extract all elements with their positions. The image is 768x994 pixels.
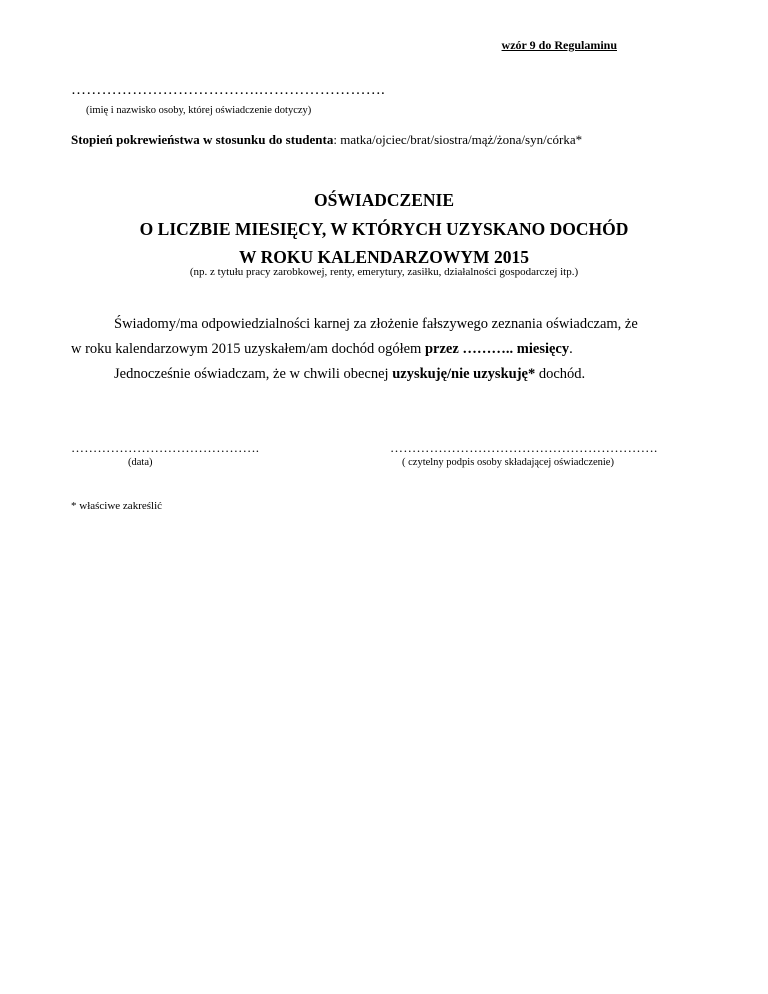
name-dotted-line: ……………………………….……………………. [71, 82, 386, 98]
document-subtitle: (np. z tytułu pracy zarobkowej, renty, emerytury, zasiłku, działalności gospodarczej itp.) [189, 266, 579, 278]
relation-separator: : [333, 132, 337, 147]
document-title-line3: W ROKU KALENDARZOWYM 2015 [239, 247, 529, 267]
signature-dotted-line: ……………………………………………………. [390, 440, 658, 455]
statement-line-2-suffix: . [569, 341, 573, 357]
document-title-line2: O LICZBIE MIESIĘCY, W KTÓRYCH UZYSKANO DOCHÓD [139, 219, 629, 239]
signature-caption: ( czytelny podpis osoby składającej oświadczenie) [402, 457, 614, 468]
date-dotted-line: ……………………………………. [71, 440, 260, 455]
income-status-choice: uzyskuję/nie uzyskuję* [392, 366, 536, 382]
statement-line-3 [114, 366, 585, 383]
statement-line-2 [71, 341, 573, 358]
document-title: OŚWIADCZENIE [313, 190, 455, 210]
statement-line-3-prefix: Jednocześnie oświadczam, że w chwili obecnej [114, 366, 393, 382]
relation-line [71, 132, 582, 148]
statement-line-3-suffix: dochód. [535, 366, 586, 382]
form-reference: wzór 9 do Regulaminu [501, 38, 617, 52]
name-caption: (imię i nazwisko osoby, której oświadczenie dotyczy) [86, 105, 312, 116]
statement-line-2-prefix: w roku kalendarzowym 2015 uzyskałem/am dochód ogółem [71, 341, 425, 357]
date-caption: (data) [128, 457, 153, 468]
months-field: przez ……….. miesięcy [424, 341, 570, 357]
statement-line-1: Świadomy/ma odpowiedzialności karnej za złożenie fałszywego zeznania oświadczam, że [114, 316, 638, 332]
relation-label: Stopień pokrewieństwa w stosunku do studenta [71, 132, 334, 147]
footnote: * właściwe zakreślić [71, 500, 163, 512]
relation-options: matka/ojciec/brat/siostra/mąż/żona/syn/córka* [336, 132, 583, 147]
